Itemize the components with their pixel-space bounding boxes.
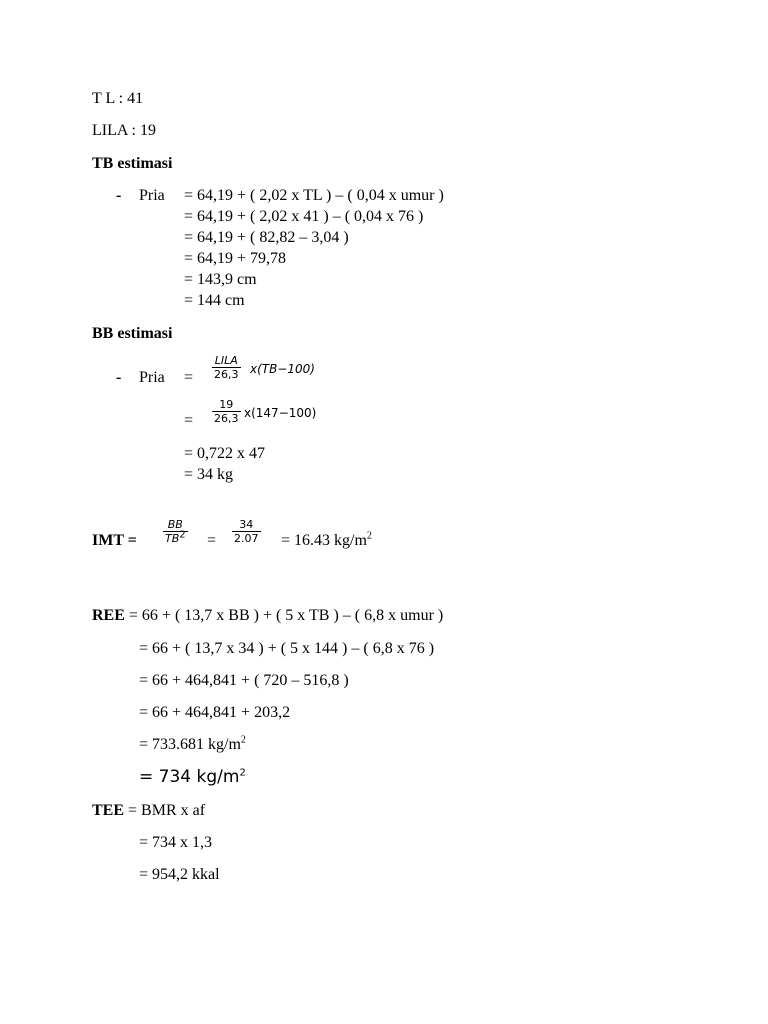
tee-formula: = BMR x af <box>128 802 206 819</box>
bb-fraction-values-rest: x(147−100) <box>244 406 317 420</box>
tee-label: TEE <box>92 802 125 819</box>
tb-line: = 64,19 + 79,78 <box>184 250 287 267</box>
bb-heading: BB estimasi <box>92 325 173 342</box>
ree-line-exponent: 2 <box>240 734 246 746</box>
ree-line: = 66 + 464,841 + ( 720 – 516,8 ) <box>139 672 349 689</box>
bb-fraction-values-denominator: 26,3 <box>214 412 239 425</box>
ree-line <box>139 736 246 754</box>
imt-fraction-values-numerator: 34 <box>239 518 254 531</box>
ree-final-text: = 734 kg/m <box>139 767 240 787</box>
bb-fraction-values <box>212 398 241 425</box>
ree-formula: = 66 + ( 13,7 x BB ) + ( 5 x TB ) – ( 6,8 x umur ) <box>128 607 444 624</box>
imt-label: IMT = <box>92 532 137 549</box>
ree-label: REE <box>92 607 125 624</box>
imt-result <box>281 532 372 550</box>
imt-fraction-exponent: 2 <box>179 529 186 541</box>
tl-value: T L : 41 <box>92 90 144 107</box>
bb-fraction-values-numerator: 19 <box>219 398 234 411</box>
imt-fraction-denominator-text: TB <box>165 532 180 545</box>
imt-result-exponent: 2 <box>366 530 372 542</box>
tb-line: = 64,19 + ( 2,02 x TL ) – ( 0,04 x umur ) <box>184 187 444 204</box>
ree-line: = 66 + 464,841 + 203,2 <box>139 704 291 721</box>
imt-result-text: = 16.43 kg/m <box>281 532 367 549</box>
tee-line: = 734 x 1,3 <box>139 834 213 851</box>
tb-bullet: - <box>116 187 122 204</box>
bb-line: = 0,722 x 47 <box>184 445 266 462</box>
tee-row <box>92 802 205 820</box>
tb-heading: TB estimasi <box>92 155 173 172</box>
imt-fraction-values <box>232 518 261 545</box>
imt-fraction-formula <box>163 518 188 545</box>
tb-line: = 144 cm <box>184 292 245 309</box>
imt-fraction-values-denominator: 2.07 <box>234 532 259 545</box>
bb-label: Pria <box>139 369 165 386</box>
tb-label: Pria <box>139 187 165 204</box>
ree-line: = 66 + ( 13,7 x 34 ) + ( 5 x 144 ) – ( 6,8 x 76 ) <box>139 640 435 657</box>
ree-final-exponent: 2 <box>239 767 246 779</box>
bb-fraction-lila-numerator: LILA <box>214 354 238 367</box>
bb-equals: = <box>184 369 194 386</box>
bb-line: = 34 kg <box>184 466 234 483</box>
imt-fraction-denominator <box>163 531 188 545</box>
tb-line: = 143,9 cm <box>184 271 257 288</box>
ree-line-text: = 733.681 kg/m <box>139 736 241 753</box>
bb-fraction-lila-rest: x(TB−100) <box>250 362 315 376</box>
imt-fraction-numerator: BB <box>167 518 183 531</box>
lila-value: LILA : 19 <box>92 122 156 139</box>
bb-bullet: - <box>116 369 122 386</box>
bb-equals-2: = <box>184 412 194 429</box>
imt-equals: = <box>207 532 217 549</box>
ree-final <box>139 767 246 787</box>
tb-line: = 64,19 + ( 82,82 – 3,04 ) <box>184 229 349 246</box>
tee-line: = 954,2 kkal <box>139 866 220 883</box>
bb-fraction-lila <box>212 354 241 381</box>
tb-line: = 64,19 + ( 2,02 x 41 ) – ( 0,04 x 76 ) <box>184 208 424 225</box>
ree-row <box>92 607 443 625</box>
bb-fraction-lila-denominator: 26,3 <box>214 368 239 381</box>
